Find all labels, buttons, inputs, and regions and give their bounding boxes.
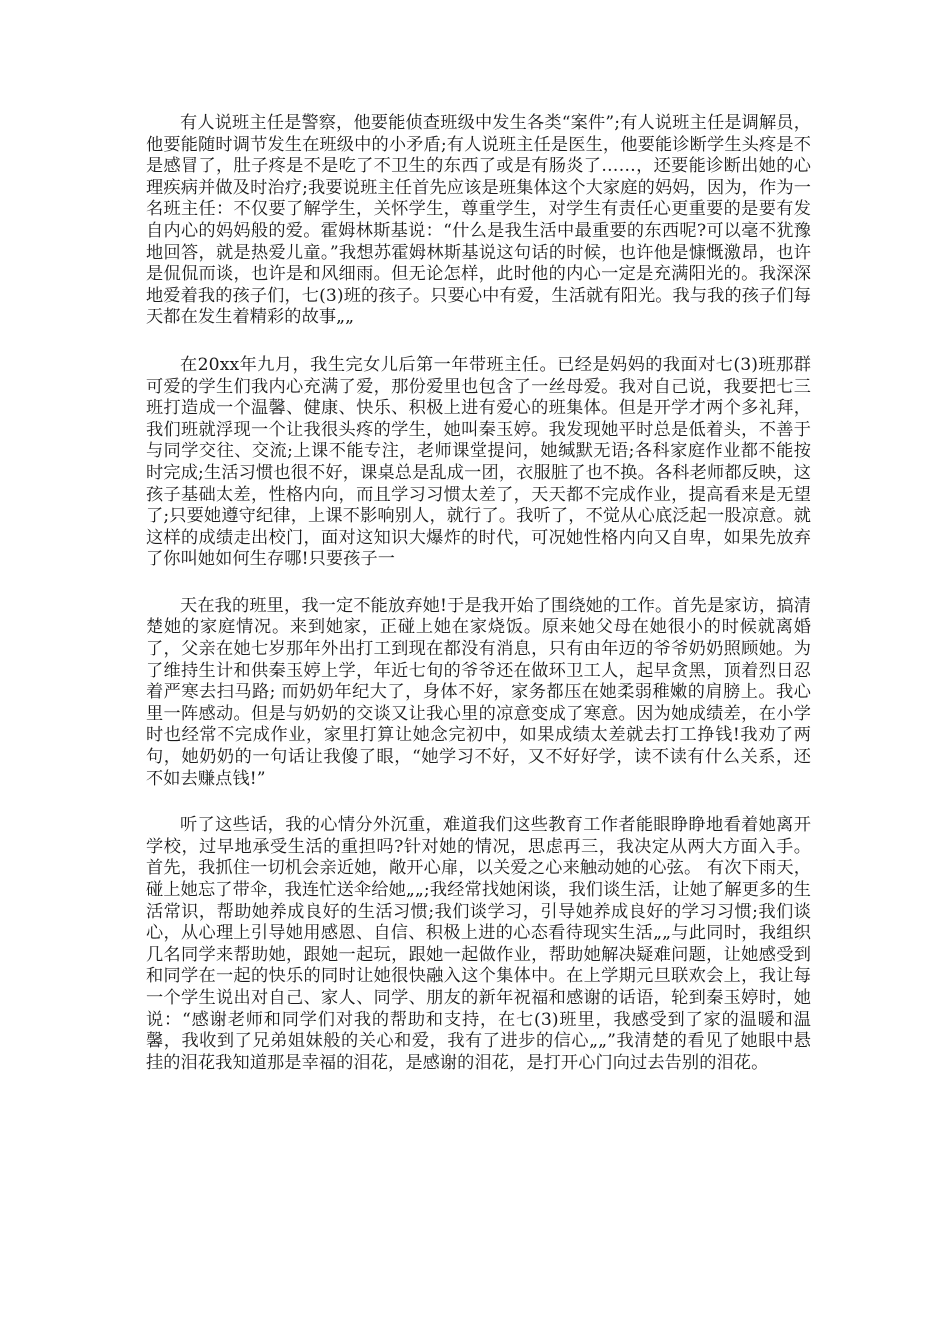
paragraph-4: 听了这些话，我的心情分外沉重，难道我们这些教育工作者能眼睁睁地看着她离开学校，过早地承受生活的重担吗?针对她的情况，思虑再三，我决定从两大方面入手。首先，我抓住一切机会亲近她，敞开心扉，以关爱之心来触动她的心弦。 有次下雨天，碰上她忘了带伞，我连忙送伞给她„„;我经常找她闲谈，我们谈生活，让她了解更多的生活常识，帮助她养成良好的生活习惯;我们谈学习，引导她养成良好的学习习惯;我们谈心，从心理上引导她用感恩、自信、积极上进的心态看待现实生活„„与此同时，我组织几名同学来帮助她，跟她一起玩，跟她一起做作业，帮助她解决疑难问题，让她感受到和同学在一起的快乐的同时让她很快融入这个集体中。在上学期元旦联欢会上，我让每一个学生说出对自己、家人、同学、朋友的新年祝福和感谢的话语，轮到秦玉婷时，她说：“感谢老师和同学们对我的帮助和支持，在七(3)班里，我感受到了家的温暖和温馨，我收到了兄弟姐妹般的关心和爱，我有了进步的信心„„”我清楚的看见了她眼中悬挂的泪花我知道那是幸福的泪花，是感谢的泪花，是打开心门向过去告别的泪花。 xyxy=(146,815,811,1073)
paragraph-2: 在20xx年九月，我生完女儿后第一年带班主任。已经是妈妈的我面对七(3)班那群可爱的学生们我内心充满了爱，那份爱里也包含了一丝母爱。我对自己说，我要把七三班打造成一个温馨、健康、快乐、积极上进有爱心的班集体。但是开学才两个多礼拜，我们班就浮现一个让我很头疼的学生，她叫秦玉婷。我发现她平时总是低着头，不善于与同学交往、交流;上课不能专注，老师课堂提问，她缄默无语;各科家庭作业都不能按时完成;生活习惯也很不好，课桌总是乱成一团，衣服脏了也不换。各科老师都反映，这孩子基础太差，性格内向，而且学习习惯太差了，天天都不完成作业，提高看来是无望了;只要她遵守纪律，上课不影响别人，就行了。我听了，不觉从心底泛起一股凉意。就这样的成绩走出校门，面对这知识大爆炸的时代，可况她性格内向又自卑，如果先放弃了你叫她如何生存哪!只要孩子一 xyxy=(146,354,811,570)
paragraph-3: 天在我的班里，我一定不能放弃她!于是我开始了围绕她的工作。首先是家访，搞清楚她的家庭情况。来到她家，正碰上她在家烧饭。原来她父母在她很小的时候就离婚了，父亲在她七岁那年外出打工到现在都没有消息，只有由年迈的爷爷奶奶照顾她。为了维持生计和供秦玉婷上学，年近七旬的爷爷还在做环卫工人，起早贪黑，顶着烈日忍着严寒去扫马路; 而奶奶年纪大了，身体不好，家务都压在她柔弱稚嫩的肩膀上。我心里一阵感动。但是与奶奶的交谈又让我心里的凉意变成了寒意。因为她成绩差，在小学时也经常不完成作业，家里打算让她念完初中，如果成绩太差就去打工挣钱!我劝了两句，她奶奶的一句话让我傻了眼，“她学习不好，又不好好学，读不读有什么关系，还不如去赚点钱!” xyxy=(146,595,811,789)
paragraph-1: 有人说班主任是警察，他要能侦查班级中发生各类“案件”;有人说班主任是调解员，他要能随时调节发生在班级中的小矛盾;有人说班主任是医生，他要能诊断学生头疼是不是感冒了，肚子疼是不是吃了不卫生的东西了或是有肠炎了……，还要能诊断出她的心理疾病并做及时治疗;我要说班主任首先应该是班集体这个大家庭的妈妈，因为，作为一名班主任：不仅要了解学生，关怀学生，尊重学生，对学生有责任心更重要的是要有发自内心的妈妈般的爱。霍姆林斯基说：“什么是我生活中最重要的东西呢?可以毫不犹豫地回答，就是热爱儿童。”我想苏霍姆林斯基说这句话的时候，也许他是慷慨激昂，也许是侃侃而谈，也许是和风细雨。但无论怎样，此时他的内心一定是充满阳光的。我深深地爱着我的孩子们，七(3)班的孩子。只要心中有爱，生活就有阳光。我与我的孩子们每天都在发生着精彩的故事„„ xyxy=(146,113,811,328)
document-body xyxy=(146,113,811,1074)
